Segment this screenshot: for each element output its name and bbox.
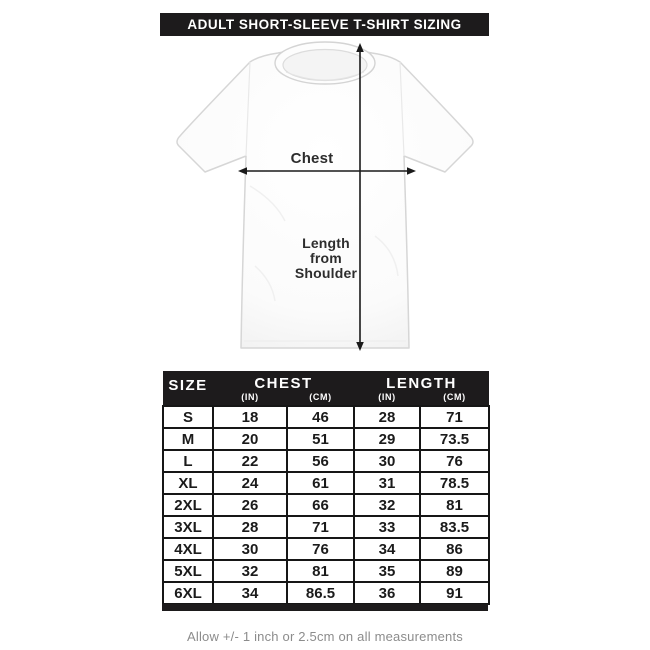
column-header-size: SIZE [163,371,213,406]
length-cm-cell: 81 [420,494,489,516]
chest-in-cell: 26 [213,494,287,516]
size-cell: 2XL [163,494,213,516]
length-label-line1: Length [302,235,350,251]
chest-in-cell: 22 [213,450,287,472]
chest-cm-cell: 86.5 [287,582,354,604]
chest-cm-cell: 51 [287,428,354,450]
length-in-cell: 34 [354,538,420,560]
table-row [163,450,489,472]
length-cm-cell: 86 [420,538,489,560]
chest-in-cell: 32 [213,560,287,582]
table-row [163,472,489,494]
sizing-table [162,371,490,605]
chest-in-cell: 30 [213,538,287,560]
length-cm-cell: 83.5 [420,516,489,538]
table-row [163,560,489,582]
unit-header-chest-in: (IN) [213,392,287,406]
tshirt-illustration [160,36,490,371]
size-cell: S [163,406,213,428]
unit-header-chest-cm: (CM) [287,392,354,406]
unit-header-length-in: (IN) [354,392,420,406]
sizing-table-body [163,406,489,604]
length-in-cell: 28 [354,406,420,428]
chest-in-cell: 18 [213,406,287,428]
chest-cm-cell: 61 [287,472,354,494]
length-cm-cell: 71 [420,406,489,428]
tshirt-graphic [177,42,473,348]
size-cell: 6XL [163,582,213,604]
sizing-table-header [163,371,489,406]
chest-in-cell: 20 [213,428,287,450]
length-in-cell: 35 [354,560,420,582]
length-cm-cell: 91 [420,582,489,604]
length-in-cell: 36 [354,582,420,604]
unit-header-length-cm: (CM) [420,392,489,406]
chest-cm-cell: 66 [287,494,354,516]
size-cell: 5XL [163,560,213,582]
length-in-cell: 32 [354,494,420,516]
length-in-cell: 31 [354,472,420,494]
size-cell: M [163,428,213,450]
length-cm-cell: 78.5 [420,472,489,494]
size-cell: 3XL [163,516,213,538]
column-header-length: LENGTH [354,371,489,392]
tolerance-note: Allow +/- 1 inch or 2.5cm on all measurements [187,629,463,644]
chest-cm-cell: 56 [287,450,354,472]
length-in-cell: 29 [354,428,420,450]
tshirt-diagram [160,36,490,371]
page-title: ADULT SHORT-SLEEVE T-SHIRT SIZING [160,13,489,36]
chest-cm-cell: 81 [287,560,354,582]
length-label-line3: Shoulder [294,265,358,281]
table-row [163,494,489,516]
sizing-table-container [162,371,488,611]
size-cell: XL [163,472,213,494]
length-cm-cell: 76 [420,450,489,472]
size-cell: 4XL [163,538,213,560]
length-in-cell: 30 [354,450,420,472]
table-row [163,406,489,428]
table-row [163,538,489,560]
chest-cm-cell: 46 [287,406,354,428]
column-header-chest: CHEST [213,371,354,392]
tshirt-body [177,49,473,349]
length-cm-cell: 89 [420,560,489,582]
chest-in-cell: 28 [213,516,287,538]
length-cm-cell: 73.5 [420,428,489,450]
chest-in-cell: 24 [213,472,287,494]
chest-in-cell: 34 [213,582,287,604]
length-in-cell: 33 [354,516,420,538]
table-row [163,582,489,604]
chest-measurement-label: Chest [290,150,334,167]
size-cell: L [163,450,213,472]
chest-cm-cell: 71 [287,516,354,538]
chest-cm-cell: 76 [287,538,354,560]
table-row [163,428,489,450]
table-row [163,516,489,538]
length-label-line2: from [310,250,342,266]
table-bottom-bar [162,604,488,611]
